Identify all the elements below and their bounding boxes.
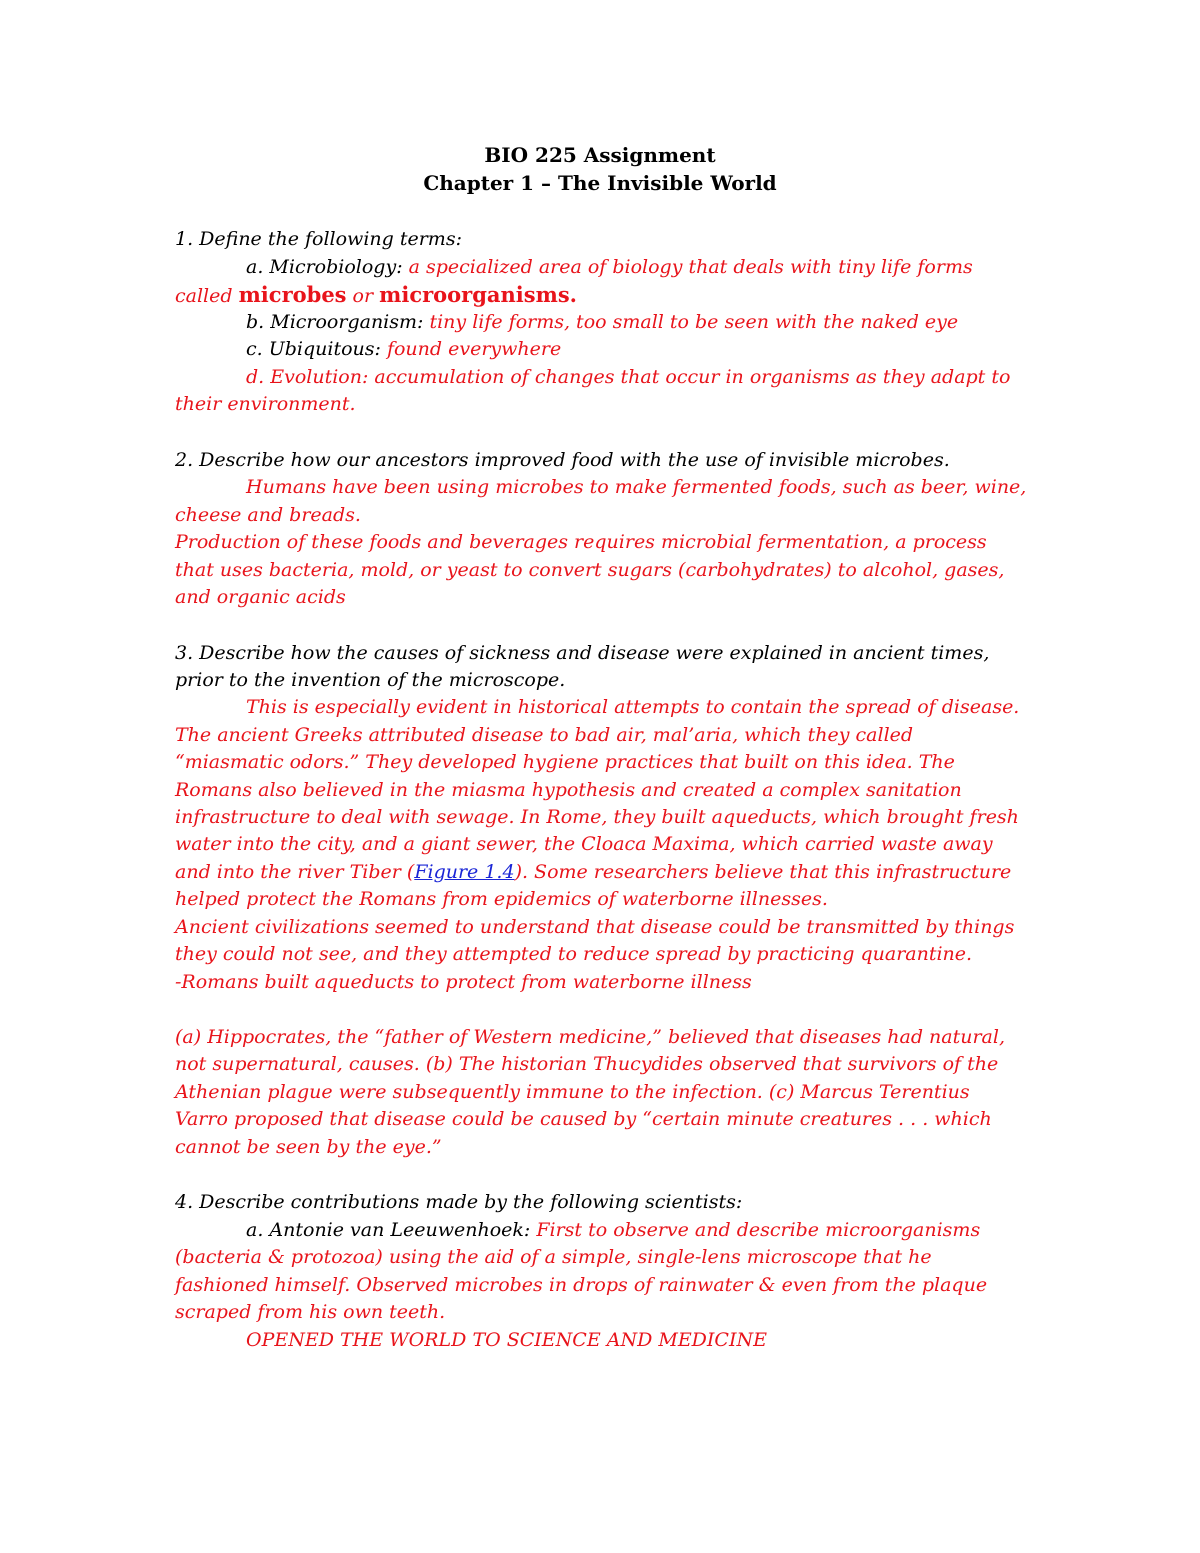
q1-b-line — [246, 309, 1106, 336]
q1-a-bold-microbes: microbes — [238, 282, 347, 307]
q2-answer-line: that uses bacteria, mold, or yeast to convert sugars (carbohydrates) to alcohol, gases, — [175, 559, 1005, 581]
q4-a-term: a. Antonie van Leeuwenhoek: — [246, 1219, 537, 1241]
document-title: BIO 225 Assignment — [484, 143, 716, 167]
q4-answer-line: fashioned himself. Observed microbes in drops of rainwater & even from the plaque — [175, 1274, 988, 1296]
q2-answer-line: and organic acids — [175, 586, 346, 608]
q3-answer-line: The ancient Greeks attributed disease to bad air, mal’aria, which they called — [175, 724, 914, 746]
q1-c-definition: found everywhere — [386, 338, 562, 360]
q1-a-line — [246, 254, 1106, 281]
q3-para2-line: Varro proposed that disease could be caused by “certain minute creatures . . . which — [175, 1108, 992, 1130]
q3-answer-line: Romans also believed in the miasma hypothesis and created a complex sanitation — [175, 779, 962, 801]
q2-answer-line: Humans have been using microbes to make fermented foods, such as beer, wine, — [246, 476, 1027, 498]
q1-d-line-1: d. Evolution: accumulation of changes that occur in organisms as they adapt to — [246, 366, 1011, 388]
q3-tiber-line — [175, 859, 1035, 886]
q3-answer-line: “miasmatic odors.” They developed hygiene practices that built on this idea. The — [175, 751, 955, 773]
q1-a-definition: a specialized area of biology that deals with tiny life forms — [408, 256, 973, 278]
q3-answer-line: they could not see, and they attempted to reduce spread by practicing quarantine. — [175, 943, 973, 965]
figure-1-4-link[interactable]: Figure 1.4 — [414, 861, 515, 883]
q1-a-line-2 — [175, 281, 1035, 310]
q1-c-line — [246, 336, 1106, 363]
q3-answer-line: Ancient civilizations seemed to understand that disease could be transmitted by things — [175, 916, 1015, 938]
q1-b-definition: tiny life forms, too small to be seen with the naked eye — [429, 311, 959, 333]
q1-a-term: a. Microbiology: — [246, 256, 409, 278]
question-1-prompt: 1. Define the following terms: — [175, 228, 462, 250]
q1-b-term: b. Microorganism: — [246, 311, 430, 333]
q1-a-or: or — [346, 285, 380, 307]
q4-answer-line: scraped from his own teeth. — [175, 1301, 446, 1323]
q3-para2-line: Athenian plague were subsequently immune to the infection. (c) Marcus Terentius — [175, 1081, 970, 1103]
q4-a-line — [246, 1217, 1106, 1244]
question-3-prompt: 3. Describe how the causes of sickness and disease were explained in ancient times, — [175, 642, 990, 664]
q3-para2-line: (a) Hippocrates, the “father of Western medicine,” believed that diseases had natural, — [175, 1026, 1005, 1048]
q3-para2-line: cannot be seen by the eye.” — [175, 1136, 442, 1158]
q2-answer-line: cheese and breads. — [175, 504, 361, 526]
q3-tiber-post: ). Some researchers believe that this infrastructure — [514, 861, 1012, 883]
q1-a-called: called — [175, 285, 239, 307]
q1-c-term: c. Ubiquitous: — [246, 338, 387, 360]
question-4-prompt: 4. Describe contributions made by the following scientists: — [175, 1191, 743, 1213]
q4-a-definition: First to observe and describe microorganisms — [536, 1219, 981, 1241]
document-subtitle: Chapter 1 – The Invisible World — [423, 171, 777, 195]
q3-answer-line: This is especially evident in historical attempts to contain the spread of disease. — [246, 696, 1020, 718]
q3-para2-line: not supernatural, causes. (b) The historian Thucydides observed that survivors of the — [175, 1053, 999, 1075]
q3-answer-line: water into the city, and a giant sewer, the Cloaca Maxima, which carried waste away — [175, 833, 993, 855]
q4-emphasis: OPENED THE WORLD TO SCIENCE AND MEDICINE — [246, 1329, 767, 1351]
q1-d-line-2: their environment. — [175, 393, 356, 415]
q4-answer-line: (bacteria & protozoa) using the aid of a simple, single-lens microscope that he — [175, 1246, 932, 1268]
q3-answer-line: helped protect the Romans from epidemics of waterborne illnesses. — [175, 888, 828, 910]
question-2-prompt: 2. Describe how our ancestors improved food with the use of invisible microbes. — [175, 449, 950, 471]
q3-answer-line: -Romans built aqueducts to protect from waterborne illness — [175, 971, 752, 993]
q2-answer-line: Production of these foods and beverages requires microbial fermentation, a process — [175, 531, 987, 553]
q3-tiber-pre: and into the river Tiber ( — [175, 861, 415, 883]
q1-a-bold-microorganisms: microorganisms. — [379, 282, 577, 307]
q3-answer-line: infrastructure to deal with sewage. In Rome, they built aqueducts, which brought fresh — [175, 806, 1019, 828]
question-3-prompt-2: prior to the invention of the microscope. — [175, 669, 566, 691]
